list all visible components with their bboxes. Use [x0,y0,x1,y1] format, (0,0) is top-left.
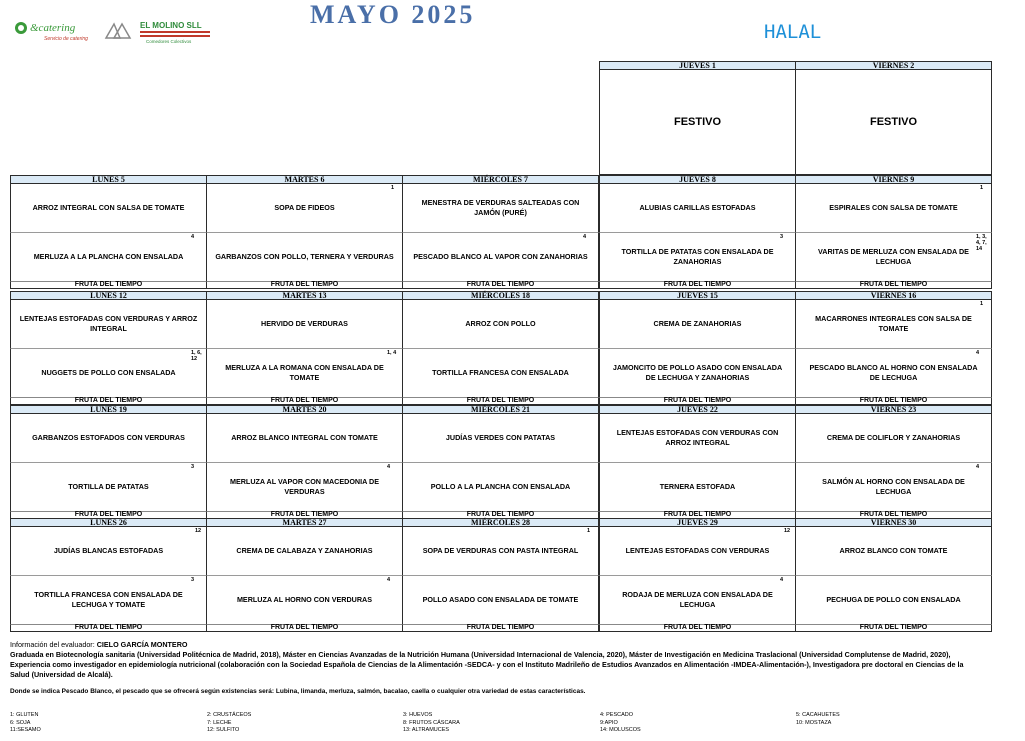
mill-logo [104,20,134,42]
allergen-codes: 4 [976,464,980,470]
first-course: MACARRONES INTEGRALES CON SALSA DE TOMATE [795,300,992,349]
allergen-legend-item: 14: MOLUSCOS [600,727,641,733]
allergen-legend-item: 7: LECHE [207,719,232,726]
molino-logo-subtext: Comedores Colectivos [146,39,192,44]
allergen-codes: 1 [980,301,984,307]
allergen-codes: 4 [387,464,391,470]
dessert: FRUTA DEL TIEMPO [795,511,992,519]
dessert: FRUTA DEL TIEMPO [599,281,796,289]
fish-note: Donde se indica Pescado Blanco, el pescado que se ofrecerá según existencias será: Lubina, limanda, merluza, salmón, bacalao, caella o cualquier otra variedad de estas características. [10,688,586,695]
second-course: TORTILLA FRANCESA CON ENSALADA DE LECHUGA Y TOMATE [10,576,207,624]
first-course: LENTEJAS ESTOFADAS CON VERDURAS Y ARROZ INTEGRAL [10,300,207,349]
allergen-codes: 1 [587,528,591,534]
catering-logo [12,18,104,44]
allergen-codes: 1, 4 [387,350,397,356]
allergen-legend-item: 6: SOJA [10,719,31,726]
day-header: VIERNES 23 [795,405,992,414]
second-course: TORTILLA FRANCESA CON ENSALADA [402,349,599,397]
dessert: FRUTA DEL TIEMPO [795,397,992,405]
second-course: VARITAS DE MERLUZA CON ENSALADA DE LECHUGA [795,233,992,281]
day-header: LUNES 26 [10,518,207,527]
diet-label: HALAL [764,21,822,43]
second-course: POLLO ASADO CON ENSALADA DE TOMATE [402,576,599,624]
dessert: FRUTA DEL TIEMPO [206,397,403,405]
dessert: FRUTA DEL TIEMPO [402,624,599,632]
first-course: ARROZ INTEGRAL CON SALSA DE TOMATE [10,184,207,233]
dessert: FRUTA DEL TIEMPO [206,511,403,519]
first-course: ARROZ BLANCO CON TOMATE [795,527,992,576]
dessert: FRUTA DEL TIEMPO [10,397,207,405]
allergen-legend-item: 3: HUEVOS [403,712,433,718]
second-course: MERLUZA AL VAPOR CON MACEDONIA DE VERDURAS [206,463,403,511]
second-course: PESCADO BLANCO AL HORNO CON ENSALADA DE LECHUGA [795,349,992,397]
day-header: MARTES 13 [206,291,403,300]
dessert: FRUTA DEL TIEMPO [402,281,599,289]
day-header: VIERNES 2 [795,61,992,70]
dessert: FRUTA DEL TIEMPO [402,397,599,405]
evaluator-info [10,640,985,680]
second-course: JAMONCITO DE POLLO ASADO CON ENSALADA DE LECHUGA Y ZANAHORIAS [599,349,796,397]
allergen-codes: 4 [387,577,391,583]
first-course: JUDÍAS VERDES CON PATATAS [402,414,599,463]
second-course: MERLUZA AL HORNO CON VERDURAS [206,576,403,624]
day-header: JUEVES 8 [599,175,796,184]
allergen-legend-item: 2: CRUSTÁCEOS [207,712,252,718]
day-header: LUNES 12 [10,291,207,300]
day-header: JUEVES 22 [599,405,796,414]
first-course: ARROZ CON POLLO [402,300,599,349]
second-course: RODAJA DE MERLUZA CON ENSALADA DE LECHUGA [599,576,796,624]
evaluator-bio: Graduada en Biotecnología sanitaria (Universidad Politécnica de Madrid, 2018), Máster en Ciencias Avanzadas de la Nutrición Humana (Universidad Internacional de Valencia, 2020), Máster de Investigación en Medicina Traslacional (Universidad Complutense de Madrid, 2020), Experiencia como investigador en epidemiología nutricional (colaboración con la Sociedad Española de Ciencias de la Alimentación -SEDCA- y con el Instituto Madrileño de Estudios Avanzados en Alimentación -IMDEA-Alimentación-), Investigadora pre doctoral en Ciencias de la Salud (Universidad de Alcalá). [10,650,964,679]
day-header: MARTES 20 [206,405,403,414]
day-header: LUNES 19 [10,405,207,414]
first-course: SOPA DE FIDEOS [206,184,403,233]
allergen-codes: 12 [195,528,202,534]
second-course: GARBANZOS CON POLLO, TERNERA Y VERDURAS [206,233,403,281]
day-header: JUEVES 29 [599,518,796,527]
allergen-legend-column [796,712,976,727]
allergen-codes: 4 [976,350,980,356]
day-header: MARTES 6 [206,175,403,184]
dessert: FRUTA DEL TIEMPO [599,624,796,632]
evaluator-name: CIELO GARCÍA MONTERO [96,640,188,649]
first-course: LENTEJAS ESTOFADAS CON VERDURAS CON ARROZ INTEGRAL [599,414,796,463]
dessert: FRUTA DEL TIEMPO [795,281,992,289]
second-course: POLLO A LA PLANCHA CON ENSALADA [402,463,599,511]
first-course: ESPIRALES CON SALSA DE TOMATE [795,184,992,233]
allergen-codes: 4 [583,234,587,240]
first-course: CREMA DE ZANAHORIAS [599,300,796,349]
allergen-codes: 4 [191,234,195,240]
first-course: ALUBIAS CARILLAS ESTOFADAS [599,184,796,233]
allergen-legend-column [600,712,780,735]
second-course: SALMÓN AL HORNO CON ENSALADA DE LECHUGA [795,463,992,511]
day-header: LUNES 5 [10,175,207,184]
second-course: NUGGETS DE POLLO CON ENSALADA [10,349,207,397]
dessert: FRUTA DEL TIEMPO [206,281,403,289]
allergen-legend-item: 4: PESCADO [600,712,634,718]
second-course: PECHUGA DE POLLO CON ENSALADA [795,576,992,624]
dessert: FRUTA DEL TIEMPO [10,511,207,519]
page-title: MAYO 2025 [310,0,476,29]
second-course: TORTILLA DE PATATAS [10,463,207,511]
allergen-legend-item: 8: FRUTOS CÁSCARA [403,719,460,726]
evaluator-label: Información del evaluador: [10,640,95,649]
second-course: TERNERA ESTOFADA [599,463,796,511]
first-course: JUDÍAS BLANCAS ESTOFADAS [10,527,207,576]
day-header: MARTES 27 [206,518,403,527]
dessert: FRUTA DEL TIEMPO [599,511,796,519]
day-header: VIERNES 9 [795,175,992,184]
second-course: TORTILLA DE PATATAS CON ENSALADA DE ZANAHORIAS [599,233,796,281]
allergen-codes: 1, 3, 4, 7, 14 [976,234,987,252]
allergen-codes: 3 [191,577,195,583]
molino-logo [138,18,214,44]
first-course: ARROZ BLANCO INTEGRAL CON TOMATE [206,414,403,463]
holiday-cell: FESTIVO [795,69,992,175]
allergen-legend-item: 9:APIO [600,719,618,726]
day-header: MIÉRCOLES 28 [402,518,599,527]
allergen-codes: 3 [191,464,195,470]
allergen-legend-item: 5: CACAHUETES [796,712,840,718]
second-course: PESCADO BLANCO AL VAPOR CON ZANAHORIAS [402,233,599,281]
holiday-cell: FESTIVO [599,69,796,175]
allergen-legend-column [10,712,190,735]
allergen-legend-item: 13: ALTRAMUCES [403,727,450,733]
day-header: VIERNES 30 [795,518,992,527]
first-course: SOPA DE VERDURAS CON PASTA INTEGRAL [402,527,599,576]
first-course: CREMA DE CALABAZA Y ZANAHORIAS [206,527,403,576]
second-course: MERLUZA A LA ROMANA CON ENSALADA DE TOMATE [206,349,403,397]
first-course: MENESTRA DE VERDURAS SALTEADAS CON JAMÓN (PURÉ) [402,184,599,233]
allergen-codes: 1, 6, 12 [191,350,202,362]
allergen-legend-item: 10: MOSTAZA [796,719,832,726]
day-header: MIÉRCOLES 18 [402,291,599,300]
allergen-codes: 4 [780,577,784,583]
catering-logo-text: &catering [30,22,76,34]
dessert: FRUTA DEL TIEMPO [10,281,207,289]
allergen-legend-column [207,712,387,735]
day-header: JUEVES 15 [599,291,796,300]
allergen-legend-item: 1: GLUTEN [10,712,39,718]
day-header: MIÉRCOLES 21 [402,405,599,414]
catering-logo-subtext: Servicio de catering [44,36,88,42]
dessert: FRUTA DEL TIEMPO [10,624,207,632]
molino-logo-text: EL MOLINO SLL [140,21,202,30]
day-header: MIÉRCOLES 7 [402,175,599,184]
allergen-legend-item: 12: SULFITO [207,727,240,733]
day-header: VIERNES 16 [795,291,992,300]
dessert: FRUTA DEL TIEMPO [206,624,403,632]
dessert: FRUTA DEL TIEMPO [795,624,992,632]
allergen-codes: 3 [780,234,784,240]
first-course: CREMA DE COLIFLOR Y ZANAHORIAS [795,414,992,463]
day-header: JUEVES 1 [599,61,796,70]
second-course: MERLUZA A LA PLANCHA CON ENSALADA [10,233,207,281]
first-course: LENTEJAS ESTOFADAS CON VERDURAS [599,527,796,576]
allergen-codes: 1 [980,185,984,191]
dessert: FRUTA DEL TIEMPO [599,397,796,405]
allergen-codes: 1 [391,185,395,191]
allergen-legend-item: 11:SESAMO [10,727,41,733]
allergen-legend-column [403,712,583,735]
allergen-codes: 12 [784,528,791,534]
first-course: HERVIDO DE VERDURAS [206,300,403,349]
first-course: GARBANZOS ESTOFADOS CON VERDURAS [10,414,207,463]
dessert: FRUTA DEL TIEMPO [402,511,599,519]
